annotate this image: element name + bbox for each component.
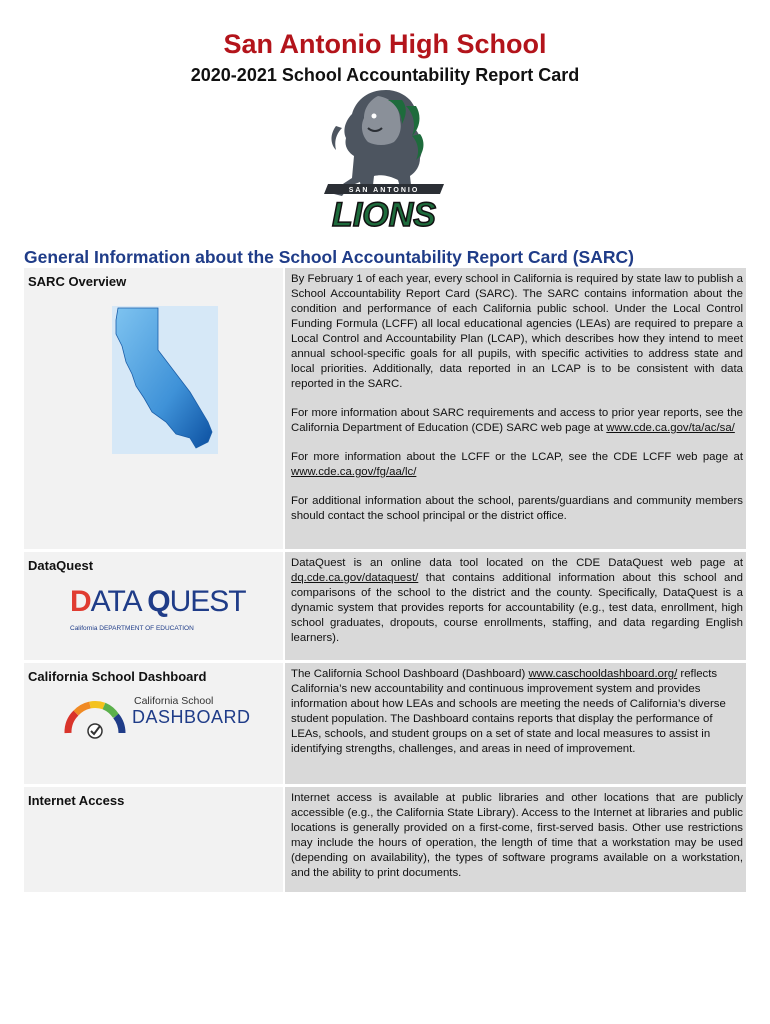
- table-row-internet-access: [24, 787, 746, 895]
- dataquest-logo-icon: [68, 582, 246, 640]
- table-row-sarc-overview: [24, 268, 746, 552]
- row-label-dataquest: DataQuest: [28, 558, 94, 573]
- dashboard-text-before: The California School Dashboard (Dashboard): [291, 668, 529, 680]
- row-label-cell: [24, 663, 285, 787]
- lcff-web-link[interactable]: www.cde.ca.gov/fg/aa/lc/: [291, 466, 417, 478]
- logo-banner-text: SAN ANTONIO: [348, 187, 420, 194]
- page-subtitle: 2020-2021 School Accountability Report Card: [190, 65, 580, 85]
- row-label-cell: [24, 268, 285, 552]
- dashboard-logo-top: California School: [134, 695, 214, 707]
- dataquest-paragraph: [291, 556, 743, 646]
- dashboard-web-link[interactable]: www.caschooldashboard.org/: [528, 668, 678, 680]
- sarc-info-table: [24, 268, 746, 895]
- row-label-sarc-overview: SARC Overview: [28, 274, 127, 289]
- dataquest-text-before: DataQuest is an online data tool located on the CDE DataQuest web page at: [291, 557, 743, 569]
- overview-p2-text: For more information about SARC requirements and access to prior year reports, see the California Department of Education (CDE) SARC web page at: [291, 407, 743, 434]
- overview-paragraph-3: [291, 450, 743, 480]
- dataquest-web-link[interactable]: dq.cde.ca.gov/dataquest/: [291, 572, 419, 584]
- table-row-dataquest: [24, 552, 746, 663]
- overview-p3-text: For more information about the LCFF or the LCAP, see the CDE LCFF web page at: [291, 451, 743, 463]
- row-text-cell: [285, 552, 746, 663]
- dataquest-logo-word: DATA QUEST: [70, 585, 246, 618]
- page-title: San Antonio High School: [223, 29, 547, 59]
- row-text-cell: [285, 268, 746, 552]
- row-text-cell: [285, 787, 746, 895]
- dashboard-gauge-icon: [62, 689, 128, 741]
- internet-paragraph: Internet access is available at public libraries and other locations that are publicly accessible (e.g., the California State Library). Access to the Internet at libraries and public locations is generally provided on a first-come, first-served basis. Other use restrictions may include the hours of operation, the length of time that a workstation may be used (depending on availability), the types of software programs available on a workstation, and the ability to print documents.: [291, 792, 743, 879]
- row-label-internet-access: Internet Access: [28, 793, 125, 808]
- dashboard-logo-icon: [62, 689, 262, 741]
- lions-logo-icon: [316, 86, 456, 232]
- dashboard-logo-bottom: DASHBOARD: [132, 707, 251, 727]
- dataquest-logo-subtitle: California DEPARTMENT OF EDUCATION: [70, 625, 194, 632]
- logo-word-text: LIONS: [332, 196, 436, 232]
- row-label-dashboard: California School Dashboard: [28, 669, 207, 684]
- overview-paragraph-1: By February 1 of each year, every school in California is required by state law to publish a School Accountability Report Card (SARC). The SARC contains information about the condition and performance of each California public school. Under the Local Control Funding Formula (LCFF) all local educational agencies (LEAs) are required to prepare a Local Control and Accountability Plan (LCAP), which describes how they intend to meet annual school-specific goals for all pupils, with specific activities to address state and local priorities. Additionally, data reported in an LCAP is to be consistent with data reported in the SARC.: [291, 273, 743, 390]
- dashboard-text-after: reflects California’s new accountability and continuous improvement system and provides information about how LEAs and schools are meeting the needs of California’s diverse student population. The Dashboard contains reports that display the performance of LEAs, schools, and student groups on a set of state and local measures to assist in identifying strengths, challenges, and areas in need of improvement.: [291, 668, 726, 755]
- section-heading: General Information about the School Accountability Report Card (SARC): [24, 247, 634, 267]
- dashboard-paragraph: [291, 667, 743, 757]
- row-text-cell: [285, 663, 746, 787]
- sarc-web-link[interactable]: www.cde.ca.gov/ta/ac/sa/: [606, 422, 735, 434]
- row-label-cell: [24, 552, 285, 663]
- overview-paragraph-4: For additional information about the school, parents/guardians and community members should contact the school principal or the district office.: [291, 495, 743, 522]
- row-label-cell: [24, 787, 285, 895]
- dataquest-text-after: that contains additional information about this school and comparisons of the school to the district and the county. Specifically, DataQuest is a dynamic system that provides reports for accountability (e.g., test data, enrollment, high school graduates, dropouts, course enrollments, staffing, and data regarding English learners).: [291, 572, 743, 644]
- table-row-dashboard: [24, 663, 746, 787]
- california-map-icon: [112, 306, 218, 454]
- overview-paragraph-2: [291, 406, 743, 436]
